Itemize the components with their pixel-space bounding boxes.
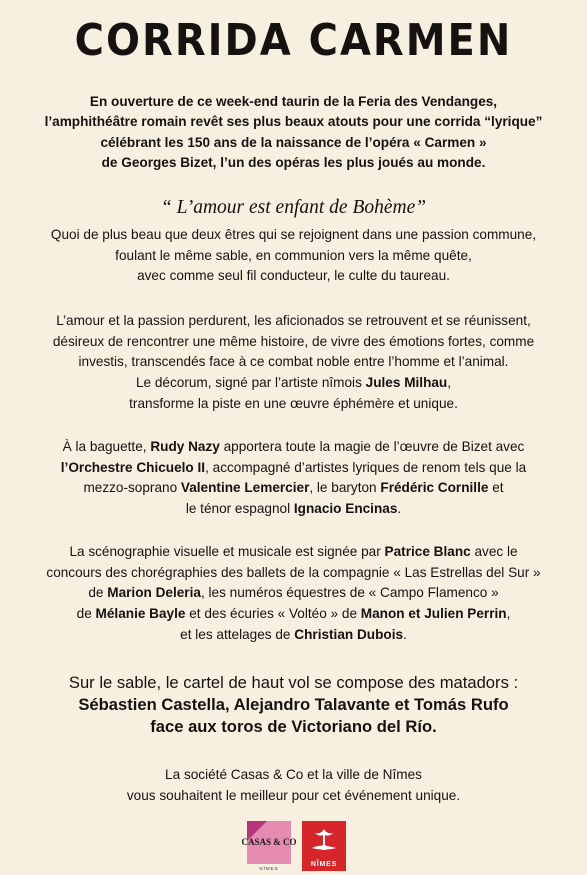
text-span: apportera toute la magie de l’œuvre de Bizet avec [219,439,525,454]
casas-logo-subtext: NÎMES [259,866,279,871]
singer-name: Ignacio Encinas [293,501,398,517]
paragraph-line: désireux de rencontrer une même histoire, de vivre des émotions fortes, comme [52,333,535,349]
paragraph-line [6,478,581,499]
paragraph-line: foulant le même sable, en communion vers la même quête, [115,247,472,263]
intro-line: En ouverture de ce week-end taurin de la Feria des Vendanges, [89,94,498,109]
paragraph-line [6,437,581,458]
text-span: et les attelages de [180,626,295,642]
text-span: La scénographie visuelle et musicale est signée par [69,544,385,559]
paragraph-line [6,542,581,563]
paragraph-line: Quoi de plus beau que deux êtres qui se rejoignent dans une passion commune, [50,227,537,242]
text-span: Le décorum, signé par l’artiste nîmois [135,375,366,391]
text-span: À la baguette, [62,439,151,454]
quote-heading: “ L’amour est enfant de Bohème” [160,197,427,218]
closing-line: La société Casas & Co et la ville de Nîmes [165,767,422,782]
singer-name: Frédéric Cornille [380,480,489,496]
paragraph-line [6,458,581,479]
paragraph-line [6,625,581,646]
paragraph-line: investis, transcendés face à ce combat noble entre l’homme et l’animal. [78,354,509,370]
page-title: CORRIDA CARMEN [74,16,513,66]
text-span: . [403,626,407,642]
toros-line: face aux toros de Victoriano del Río. [150,717,437,737]
stable-name: Manon et Julien Perrin [360,606,507,622]
paragraph-decorum [6,311,581,415]
intro-line: célébrant les 150 ans de la naissance de l’opéra « Carmen » [100,134,487,150]
text-span: , les numéros équestres de « Campo Flamenco » [200,585,499,601]
casas-logo-text: CASAS & CO [241,837,297,847]
intro-line: l’amphithéâtre romain revêt ses plus beaux atouts pour une corrida “lyrique” [44,114,543,130]
orchestra-name: l’Orchestre Chicuelo II [60,459,206,475]
cartel-intro: Sur le sable, le cartel de haut vol se compose des matadors : [68,673,519,692]
casas-and-co-logo [241,821,297,871]
choreographer-name: Marion Deleria [107,585,201,601]
director-name: Patrice Blanc [384,544,471,559]
paragraph-scenography [6,542,581,646]
closing-text [0,765,587,806]
text-span: , [506,606,511,622]
conductor-name: Rudy Nazy [150,439,220,454]
text-span: . [397,501,402,517]
paragraph-line: transforme la piste en une œuvre éphémère et unique. [129,395,458,411]
paragraph-line: L’amour et la passion perdurent, les aficionados se retrouvent et se réunissent, [56,313,531,328]
text-span: , [447,375,452,391]
text-span: avec le [470,544,518,559]
cartel-announcement [0,672,587,739]
text-span: et des écuries « Voltéo » de [185,606,361,622]
paragraph-line [6,583,581,604]
paragraph-passion [6,225,581,287]
text-span: et [488,480,504,496]
intro-line: de Georges Bizet, l’un des opéras les plus joués au monde. [101,155,486,171]
text-span: de [88,585,108,601]
nimes-city-logo [302,821,346,871]
rider-name: Mélanie Bayle [95,606,186,622]
paragraph-line: concours des chorégraphies des ballets de la compagnie « Las Estrellas del Sur » [46,564,541,580]
text-span: de [76,606,96,622]
paragraph-line [6,499,581,520]
singer-name: Valentine Lemercier [180,480,310,496]
artist-name: Jules Milhau [365,375,448,391]
paragraph-line [6,373,581,394]
paragraph-line: avec comme seul fil conducteur, le culte du taureau. [137,268,450,284]
text-span: le ténor espagnol [185,501,294,517]
text-span: , accompagné d’artistes lyriques de renom tels que la [205,459,527,475]
carriage-name: Christian Dubois [294,626,404,642]
intro-text [10,92,577,174]
matadors-line: Sébastien Castella, Alejandro Talavante et Tomás Rufo [78,695,509,715]
text-span: mezzo-soprano [83,480,181,496]
paragraph-music [6,437,581,520]
paragraph-line [6,604,581,625]
nimes-logo-text: NÎMES [310,861,338,868]
text-span: , le baryton [309,480,381,496]
closing-line: vous souhaitent le meilleur pour cet événement unique. [126,787,461,803]
